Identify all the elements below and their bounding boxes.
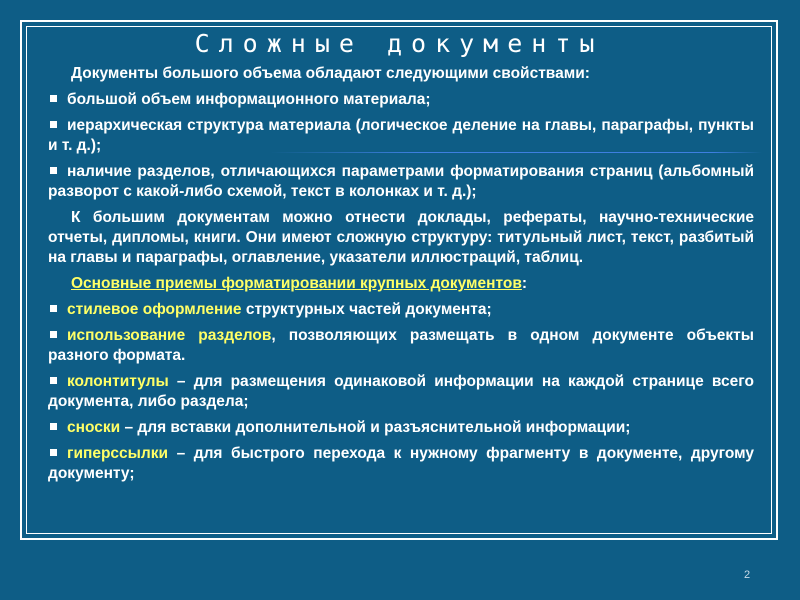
technique-term: гиперссылки xyxy=(67,445,169,462)
slide-content xyxy=(48,64,754,490)
square-bullet-icon xyxy=(50,167,57,174)
property-item xyxy=(48,116,754,156)
examples-paragraph: К большим документам можно отнести доклады, рефераты, научно-технические отчеты, дипломы, книги. Они имеют сложную структуру: титульный лист, текст, разбитый на главы и параграфы, оглавление, указатели иллюстраций, таблиц. xyxy=(48,209,754,266)
technique-description: – для вставки дополнительной и разъяснительной информации; xyxy=(120,419,631,436)
technique-description: , позволяющих размещать в одном документе объекты разного формата. xyxy=(48,327,754,364)
square-bullet-icon xyxy=(50,331,57,338)
technique-description: структурных частей документа; xyxy=(241,301,492,318)
square-bullet-icon xyxy=(50,305,57,312)
property-item xyxy=(48,162,754,202)
techniques-heading-colon: : xyxy=(521,275,528,292)
intro-paragraph: Документы большого объема обладают следующими свойствами: xyxy=(71,65,590,82)
property-text: большой объем информационного материала; xyxy=(67,91,431,108)
square-bullet-icon xyxy=(50,377,57,384)
technique-description: – для размещения одинаковой информации на каждой странице всего документа, либо раздела; xyxy=(48,373,754,410)
technique-item xyxy=(48,418,754,438)
square-bullet-icon xyxy=(50,95,57,102)
square-bullet-icon xyxy=(50,449,57,456)
property-item xyxy=(48,90,754,110)
technique-description: – для быстрого перехода к нужному фрагменту в документе, другому документу; xyxy=(48,445,754,482)
technique-term: стилевое оформление xyxy=(67,301,242,318)
technique-item xyxy=(48,444,754,484)
techniques-heading xyxy=(48,274,754,294)
square-bullet-icon xyxy=(50,423,57,430)
technique-term: колонтитулы xyxy=(67,373,169,390)
property-text: иерархическая структура материала (логическое деление на главы, параграфы, пункты и т. д.); xyxy=(48,117,754,154)
technique-item xyxy=(48,372,754,412)
technique-item xyxy=(48,326,754,366)
square-bullet-icon xyxy=(50,121,57,128)
property-text: наличие разделов, отличающихся параметрами форматирования страниц (альбомный разворот с какой-либо схемой, текст в колонках и т. д.); xyxy=(48,163,754,200)
page-number: 2 xyxy=(744,569,751,581)
slide-title: Сложные документы xyxy=(194,29,604,58)
technique-term: сноски xyxy=(67,419,121,436)
techniques-heading-text: Основные приемы форматировании крупных документов xyxy=(71,275,522,292)
technique-item xyxy=(48,300,754,320)
technique-term: использование разделов xyxy=(67,327,272,344)
